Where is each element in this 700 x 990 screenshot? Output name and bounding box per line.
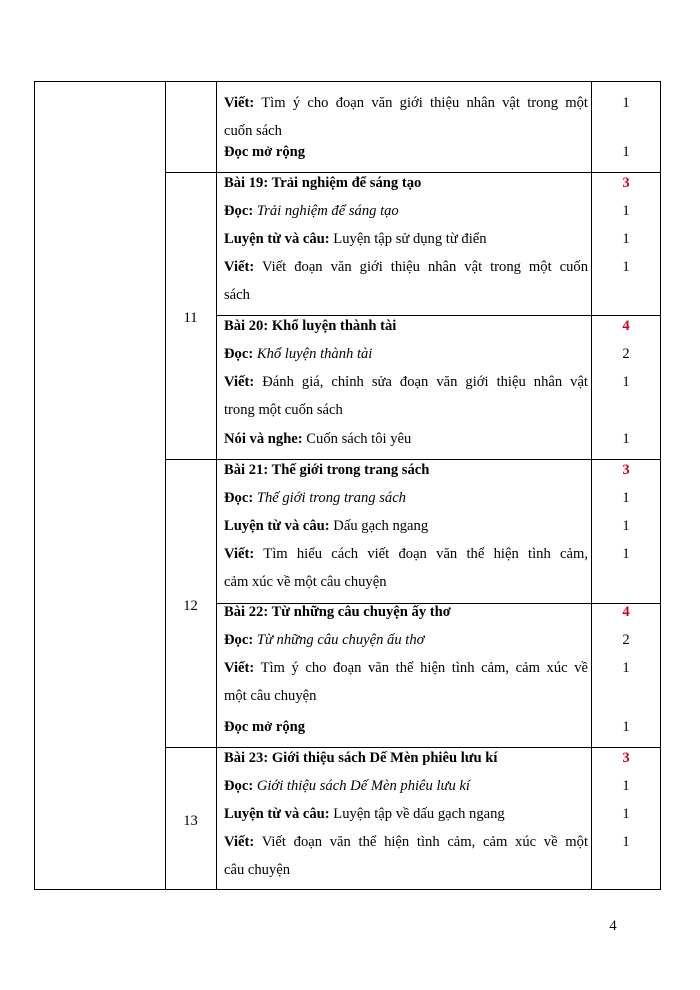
lesson-label: Nói và nghe: — [224, 431, 303, 447]
lesson-line — [224, 489, 588, 507]
lesson-label: Bài 19: Trải nghiệm để sáng tạo — [224, 175, 422, 191]
lesson-line — [224, 461, 588, 479]
table-border-left — [34, 81, 35, 890]
lesson-periods: 1 — [622, 431, 630, 447]
lesson-periods: 1 — [622, 259, 630, 275]
lesson-text: Tìm ý cho đoạn văn giới thiệu nhân vật trong một — [254, 95, 588, 111]
column-divider-content — [216, 81, 217, 890]
lesson-line — [224, 573, 588, 591]
lesson-line — [224, 230, 588, 248]
lesson-periods: 1 — [622, 546, 630, 562]
lesson-periods: 1 — [622, 144, 630, 160]
lesson-label: Đọc: — [224, 778, 254, 794]
lesson-label: Đọc mở rộng — [224, 144, 306, 160]
lesson-text: trong một cuốn sách — [224, 402, 343, 418]
lesson-periods: 1 — [622, 806, 630, 822]
lesson-label: Luyện từ và câu: — [224, 518, 330, 534]
lesson-periods: 1 — [622, 95, 630, 111]
column-divider-week — [165, 81, 166, 890]
lesson-line — [224, 631, 588, 649]
lesson-periods: 1 — [622, 719, 630, 735]
lesson-text: một câu chuyện — [224, 688, 317, 704]
lesson-text: Cuốn sách tôi yêu — [302, 431, 412, 447]
lesson-periods: 1 — [622, 231, 630, 247]
lesson-text: Luyện tập sử dụng từ điển — [329, 231, 487, 247]
lesson-text: câu chuyện — [224, 862, 291, 878]
lesson-total-periods: 4 — [622, 318, 630, 334]
lesson-line — [224, 258, 588, 276]
lesson-label: Viết: — [224, 546, 255, 562]
lesson-text: Luyện tập về dấu gạch ngang — [329, 806, 505, 822]
lesson-label: Đọc mở rộng — [224, 719, 306, 735]
lesson-text: cảm xúc về một câu chuyện — [224, 574, 387, 590]
lesson-label: Bài 23: Giới thiệu sách Dế Mèn phiêu lưu kí — [224, 750, 498, 766]
lesson-total-periods: 3 — [622, 462, 630, 478]
lesson-periods: 1 — [622, 374, 630, 390]
lesson-text: Thế giới trong trang sách — [253, 490, 406, 506]
lesson-periods: 2 — [622, 346, 630, 362]
lesson-label: Đọc: — [224, 490, 254, 506]
lesson-label: Viết: — [224, 660, 255, 676]
lesson-line — [224, 143, 588, 161]
lesson-periods: 1 — [622, 490, 630, 506]
lesson-label: Viết: — [224, 834, 255, 850]
lesson-line — [224, 286, 588, 304]
lesson-text: sách — [224, 287, 250, 303]
lesson-total-periods: 3 — [622, 750, 630, 766]
table-border-bottom — [34, 889, 661, 890]
lesson-total-periods: 4 — [622, 604, 630, 620]
lesson-line — [224, 202, 588, 220]
lesson-label: Bài 22: Từ những câu chuyện ấy thơ — [224, 604, 451, 620]
lesson-periods: 1 — [622, 778, 630, 794]
lesson-label: Viết: — [224, 374, 255, 390]
lesson-line — [224, 687, 588, 705]
lesson-line — [224, 517, 588, 535]
lesson-line — [224, 373, 588, 391]
lesson-text: Khổ luyện thành tài — [253, 346, 373, 362]
week-separator — [165, 172, 661, 173]
table-border-top — [34, 81, 661, 82]
week-number: 13 — [183, 813, 198, 829]
lesson-line — [224, 777, 588, 795]
lesson-text: Tìm hiểu cách viết đoạn văn thể hiện tình cảm, — [254, 546, 588, 562]
week-number: 12 — [183, 598, 198, 614]
lesson-periods: 1 — [622, 518, 630, 534]
lesson-label: Đọc: — [224, 203, 254, 219]
table-border-right — [660, 81, 661, 890]
lesson-periods: 1 — [622, 203, 630, 219]
lesson-text: Giới thiệu sách Dế Mèn phiêu lưu kí — [253, 778, 470, 794]
lesson-label: Luyện từ và câu: — [224, 806, 330, 822]
lesson-line — [224, 174, 588, 192]
lesson-periods: 1 — [622, 834, 630, 850]
lesson-text: Đánh giá, chỉnh sửa đoạn văn giới thiệu nhân vật — [254, 374, 588, 390]
lesson-text: Dấu gạch ngang — [329, 518, 429, 534]
lesson-text: cuốn sách — [224, 123, 282, 139]
column-divider-periods — [591, 81, 592, 890]
lesson-line — [224, 401, 588, 419]
lesson-line — [224, 545, 588, 563]
lesson-periods: 1 — [622, 660, 630, 676]
lesson-text: Viết đoạn văn giới thiệu nhân vật trong một cuốn — [254, 259, 588, 275]
lesson-total-periods: 3 — [622, 175, 630, 191]
week-separator — [165, 459, 661, 460]
lesson-label: Bài 21: Thế giới trong trang sách — [224, 462, 430, 478]
lesson-label: Đọc: — [224, 632, 254, 648]
lesson-label: Viết: — [224, 259, 255, 275]
lesson-line — [224, 833, 588, 851]
lesson-line — [224, 861, 588, 879]
lesson-line — [224, 345, 588, 363]
lesson-line — [224, 430, 588, 448]
page-number: 4 — [609, 918, 617, 934]
lesson-periods: 2 — [622, 632, 630, 648]
lesson-line — [224, 94, 588, 112]
lesson-line — [224, 122, 588, 140]
lesson-text: Từ những câu chuyện ấu thơ — [253, 632, 425, 648]
lesson-line — [224, 317, 588, 335]
lesson-label: Luyện từ và câu: — [224, 231, 330, 247]
lesson-plan-table — [34, 81, 661, 890]
week-separator — [165, 747, 661, 748]
lesson-line — [224, 603, 588, 621]
lesson-text: Trải nghiệm để sáng tạo — [253, 203, 399, 219]
lesson-line — [224, 659, 588, 677]
lesson-label: Viết: — [224, 95, 255, 111]
lesson-text: Tìm ý cho đoạn văn thể hiện tình cảm, cảm xúc về — [254, 660, 588, 676]
lesson-line — [224, 749, 588, 767]
week-number: 11 — [183, 310, 198, 326]
lesson-label: Đọc: — [224, 346, 254, 362]
lesson-line — [224, 718, 588, 736]
lesson-separator — [216, 315, 661, 316]
lesson-line — [224, 805, 588, 823]
lesson-text: Viết đoạn văn thể hiện tình cảm, cảm xúc về một — [254, 834, 588, 850]
lesson-label: Bài 20: Khổ luyện thành tài — [224, 318, 397, 334]
